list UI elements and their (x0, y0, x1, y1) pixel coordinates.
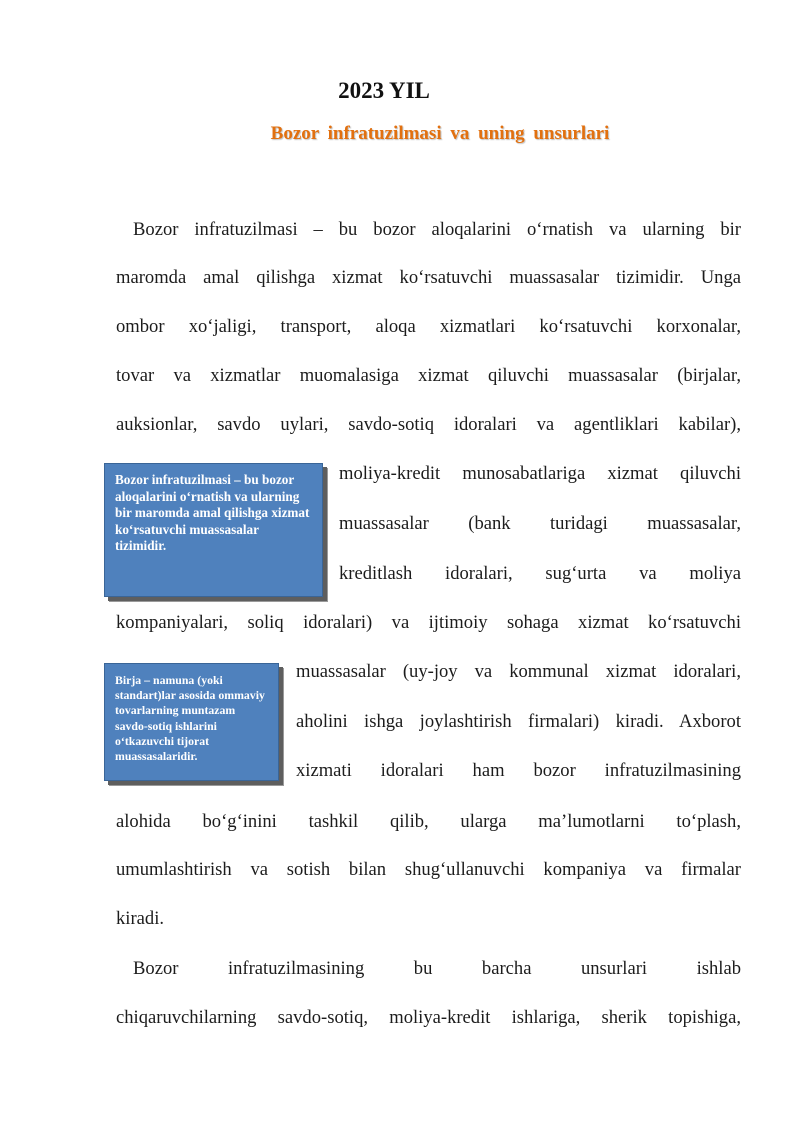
paragraph-line: muassasalar (uy-joy va kommunal xizmat idoralari, (296, 661, 741, 682)
paragraph-line: kiradi. (116, 908, 165, 929)
paragraph-line: Bozor infratuzilmasining bu barcha unsurlari ishlab (133, 958, 741, 979)
definition-callout-infrastructure: Bozor infratuzilmasi – bu bozor aloqalarini o‘rnatish va ularning bir maromda amal qilishga xizmat ko‘rsatuvchi muassasalar tizimidir. (104, 463, 323, 597)
paragraph-line: Bozor infratuzilmasi – bu bozor aloqalarini o‘rnatish va ularning bir (133, 219, 741, 240)
paragraph-line: kompaniyalari, soliq idoralari) va ijtimoiy sohaga xizmat ko‘rsatuvchi (116, 612, 741, 633)
paragraph-line: ombor xo‘jaligi, transport, aloqa xizmatlari ko‘rsatuvchi korxonalar, (116, 316, 741, 337)
paragraph-line: xizmati idoralari ham bozor infratuzilmasining (296, 760, 741, 781)
paragraph-line: maromda amal qilishga xizmat ko‘rsatuvchi muassasalar tizimidir. Unga (116, 267, 741, 288)
paragraph-line: auksionlar, savdo uylari, savdo-sotiq idoralari va agentliklari kabilar), (116, 414, 741, 435)
year-title: 2023 YIL (338, 78, 430, 103)
paragraph-line: umumlashtirish va sotish bilan shug‘ullanuvchi kompaniya va firmalar (116, 859, 741, 880)
paragraph-line: muassasalar (bank turidagi muassasalar, (339, 513, 741, 534)
paragraph-line: chiqaruvchilarning savdo-sotiq, moliya-kredit ishlariga, sherik topishiga, (116, 1007, 741, 1028)
paragraph-line: tovar va xizmatlar muomalasiga xizmat qiluvchi muassasalar (birjalar, (116, 365, 741, 386)
section-subtitle: Bozor infratuzilmasi va uning unsurlari (270, 123, 610, 144)
paragraph-line: moliya-kredit munosabatlariga xizmat qiluvchi (339, 463, 741, 484)
definition-callout-exchange: Birja – namuna (yoki standart)lar asosida ommaviy tovarlarning muntazam savdo-sotiq ishlarini o‘tkazuvchi tijorat muassasalaridir. (104, 663, 279, 781)
paragraph-line: kreditlash idoralari, sug‘urta va moliya (339, 563, 741, 584)
paragraph-line: aholini ishga joylashtirish firmalari) kiradi. Axborot (296, 711, 741, 732)
paragraph-line: alohida bo‘g‘inini tashkil qilib, ularga ma’lumotlarni to‘plash, (116, 811, 741, 832)
